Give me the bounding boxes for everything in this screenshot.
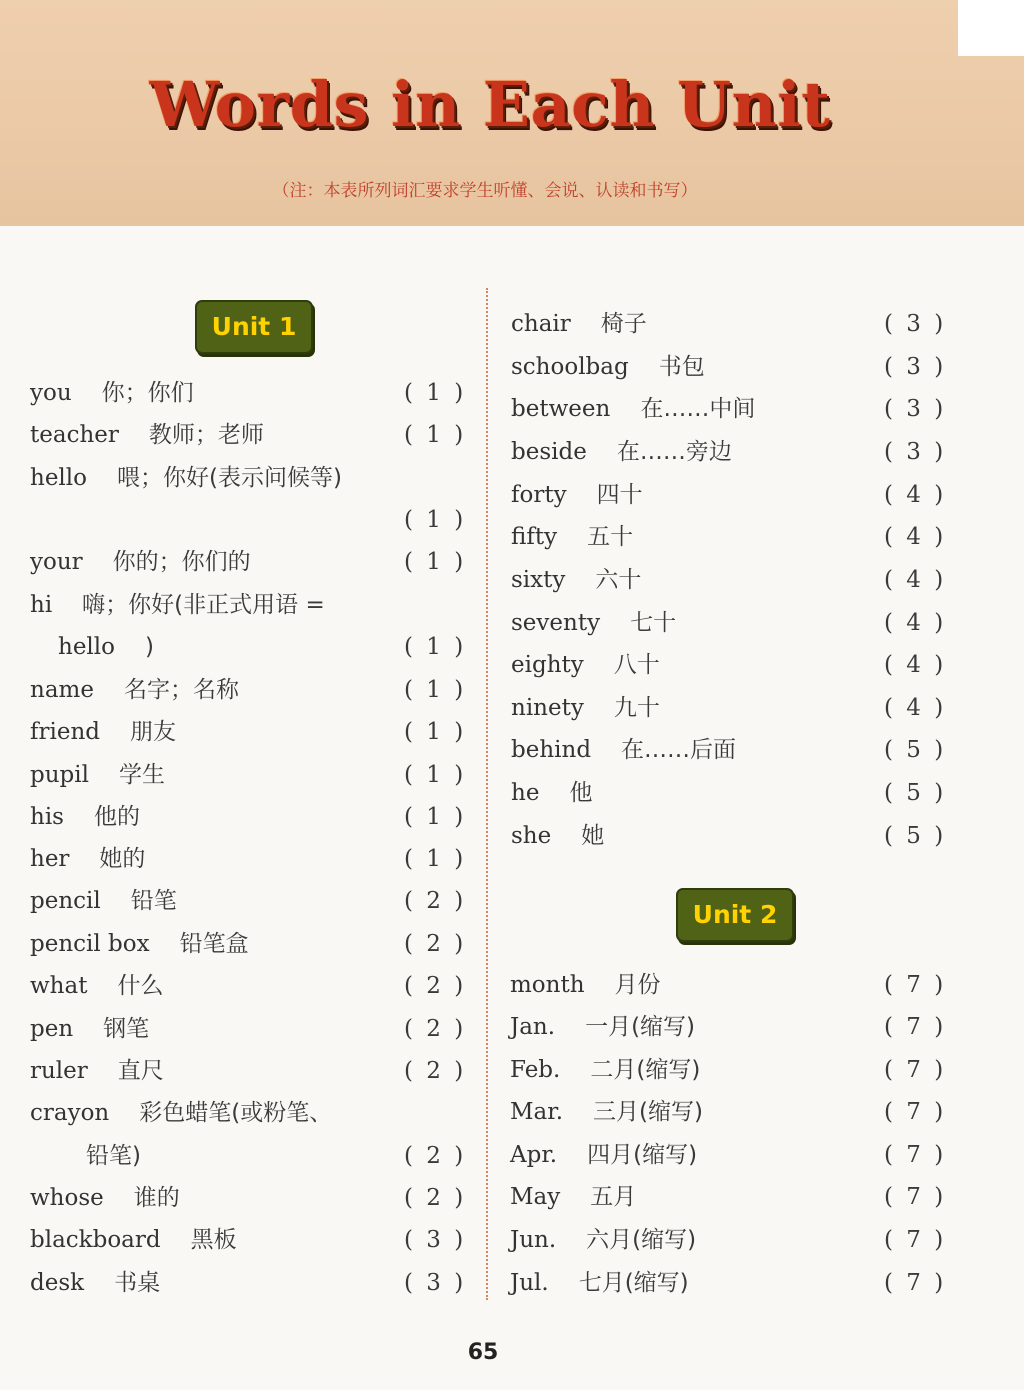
word-chinese: 嗨；你好(非正式用语 = <box>82 592 325 618</box>
word-chinese: 三月(缩写) <box>593 1099 703 1125</box>
word-row <box>30 632 474 662</box>
unit-number: ( 7 ) <box>884 1142 947 1168</box>
word-row <box>30 1056 474 1086</box>
word-row <box>30 1268 474 1298</box>
unit-number: ( 3 ) <box>884 396 947 422</box>
word-row <box>510 1055 954 1085</box>
word-chinese: 在……中间 <box>640 396 756 422</box>
unit-number: ( 2 ) <box>404 1185 467 1211</box>
unit-number: ( 7 ) <box>884 1227 947 1253</box>
word-row <box>510 1225 954 1255</box>
word-english: you <box>30 380 72 406</box>
unit-number: ( 1 ) <box>404 634 467 660</box>
word-row <box>30 505 474 535</box>
word-english: eighty <box>511 652 584 678</box>
unit-number: ( 7 ) <box>884 972 947 998</box>
word-chinese: 四十 <box>596 482 643 508</box>
unit-number: ( 1 ) <box>404 762 467 788</box>
word-english: sixty <box>511 567 566 593</box>
word-english: Mar. <box>510 1099 564 1125</box>
unit-number: ( 2 ) <box>404 973 467 999</box>
word-chinese: 书包 <box>658 354 705 380</box>
unit-number: ( 1 ) <box>404 422 467 448</box>
word-row <box>30 971 474 1001</box>
unit-number: ( 1 ) <box>404 719 467 745</box>
unit-number: ( 7 ) <box>884 1014 947 1040</box>
word-english: whose <box>30 1185 104 1211</box>
word-row <box>30 547 474 577</box>
word-english: pencil <box>30 888 101 914</box>
word-english: seventy <box>511 610 601 636</box>
word-english: fifty <box>511 524 558 550</box>
word-english: May <box>510 1184 561 1210</box>
word-chinese: 六十 <box>595 567 642 593</box>
word-english: what <box>30 973 88 999</box>
word-english: teacher <box>30 422 119 448</box>
word-chinese: 什么 <box>117 973 164 999</box>
word-chinese: 铅笔) <box>86 1143 141 1169</box>
word-row <box>30 1014 474 1044</box>
word-english: Jun. <box>510 1227 557 1253</box>
word-english: pencil box <box>30 931 150 957</box>
word-chinese: 教师；老师 <box>148 422 264 448</box>
word-chinese: 五十 <box>587 524 634 550</box>
word-english: Jul. <box>510 1270 549 1296</box>
word-row <box>511 778 954 808</box>
word-chinese: 直尺 <box>117 1058 164 1084</box>
word-row <box>511 309 954 339</box>
corner-patch <box>958 0 1024 56</box>
word-row <box>511 480 954 510</box>
unit-number: ( 4 ) <box>884 567 947 593</box>
unit-number: ( 7 ) <box>884 1099 947 1125</box>
word-chinese: 七十 <box>630 610 677 636</box>
word-chinese: 月份 <box>614 972 661 998</box>
word-row <box>511 821 954 851</box>
word-row <box>30 1183 474 1213</box>
word-english: he <box>511 780 540 806</box>
unit-number: ( 3 ) <box>884 354 947 380</box>
word-chinese: 椅子 <box>600 311 647 337</box>
word-row <box>511 522 954 552</box>
unit-number: ( 3 ) <box>884 439 947 465</box>
word-chinese: 你的；你们的 <box>112 549 251 575</box>
unit-number: ( 4 ) <box>884 652 947 678</box>
word-chinese: 四月(缩写) <box>587 1142 698 1168</box>
word-english: your <box>30 549 83 575</box>
word-english: between <box>511 396 611 422</box>
word-row <box>30 760 474 790</box>
word-chinese: 二月(缩写) <box>590 1057 701 1083</box>
word-english: her <box>30 846 70 872</box>
unit-number: ( 5 ) <box>884 780 947 806</box>
word-chinese: 在……后面 <box>621 737 737 763</box>
word-chinese: 学生 <box>118 762 165 788</box>
word-row <box>510 1012 954 1042</box>
unit-number: ( 1 ) <box>404 677 467 703</box>
word-chinese: 朋友 <box>130 719 177 745</box>
word-row <box>30 675 474 705</box>
column-divider <box>486 288 488 1300</box>
page-header <box>0 0 1024 226</box>
word-chinese: 她 <box>581 823 605 849</box>
unit-number: ( 3 ) <box>884 311 947 337</box>
unit-number: ( 7 ) <box>884 1184 947 1210</box>
word-english: Feb. <box>510 1057 561 1083</box>
unit-number: ( 2 ) <box>404 1058 467 1084</box>
word-row <box>510 1140 954 1170</box>
unit-number: ( 1 ) <box>404 380 467 406</box>
word-english: pupil <box>30 762 89 788</box>
word-english: name <box>30 677 94 703</box>
word-chinese: 他的 <box>93 804 140 830</box>
word-english: behind <box>511 737 592 763</box>
unit-number: ( 4 ) <box>884 482 947 508</box>
word-chinese: 钢笔 <box>103 1016 150 1042</box>
word-row <box>30 1225 474 1255</box>
unit-number: ( 3 ) <box>404 1227 467 1253</box>
word-chinese: ) <box>144 634 154 660</box>
word-chinese: 五月 <box>590 1184 637 1210</box>
unit-number: ( 5 ) <box>884 737 947 763</box>
word-row <box>511 394 954 424</box>
word-row <box>30 802 474 832</box>
word-row <box>511 608 954 638</box>
word-chinese: 在……旁边 <box>616 439 732 465</box>
word-chinese: 谁的 <box>133 1185 180 1211</box>
unit-number: ( 2 ) <box>404 888 467 914</box>
word-chinese: 一月(缩写) <box>585 1014 696 1040</box>
word-row <box>510 1268 954 1298</box>
word-row <box>30 1141 474 1171</box>
word-english: Apr. <box>510 1142 558 1168</box>
unit-number: ( 1 ) <box>404 846 467 872</box>
word-english: desk <box>30 1270 85 1296</box>
word-row <box>30 844 474 874</box>
word-english: chair <box>511 311 571 337</box>
word-english: Jan. <box>510 1014 556 1040</box>
unit-number: ( 7 ) <box>884 1270 947 1296</box>
unit-1-badge: Unit 1 <box>195 300 313 354</box>
unit-2-badge: Unit 2 <box>676 888 794 942</box>
word-row <box>30 929 474 959</box>
unit-number: ( 4 ) <box>884 695 947 721</box>
word-row <box>30 886 474 916</box>
word-chinese: 六月(缩写) <box>586 1227 697 1253</box>
word-row <box>511 735 954 765</box>
word-chinese: 你；你们 <box>101 380 194 406</box>
unit-number: ( 4 ) <box>884 610 947 636</box>
word-english: month <box>510 972 585 998</box>
word-row <box>30 463 474 493</box>
word-row <box>510 1097 954 1127</box>
word-english: beside <box>511 439 587 465</box>
word-row <box>510 1182 954 1212</box>
word-chinese: 书桌 <box>114 1270 161 1296</box>
word-row <box>510 970 954 1000</box>
word-english: crayon <box>30 1100 110 1126</box>
word-english: ninety <box>511 695 584 721</box>
word-english: forty <box>511 482 567 508</box>
word-chinese: 七月(缩写) <box>578 1270 689 1296</box>
unit-number: ( 2 ) <box>404 1143 467 1169</box>
word-english: hi <box>30 592 53 618</box>
word-english: she <box>511 823 552 849</box>
word-english: blackboard <box>30 1227 161 1253</box>
word-row <box>30 378 474 408</box>
page-title: Words in Each Unit <box>149 68 831 141</box>
unit-number: ( 7 ) <box>884 1057 947 1083</box>
unit-number: ( 2 ) <box>404 1016 467 1042</box>
word-english: friend <box>30 719 101 745</box>
word-row <box>511 693 954 723</box>
word-chinese: 名字；名称 <box>123 677 239 703</box>
word-chinese: 黑板 <box>190 1227 237 1253</box>
page-subtitle: （注：本表所列词汇要求学生听懂、会说、认读和书写） <box>272 181 698 201</box>
unit-number: ( 2 ) <box>404 931 467 957</box>
word-row <box>30 717 474 747</box>
word-english: his <box>30 804 64 830</box>
word-english: pen <box>30 1016 74 1042</box>
unit-number: ( 5 ) <box>884 823 947 849</box>
unit-number: ( 1 ) <box>404 804 467 830</box>
word-english: hello <box>58 634 115 660</box>
word-english: schoolbag <box>511 354 629 380</box>
unit-number: ( 4 ) <box>884 524 947 550</box>
word-english: hello <box>30 465 87 491</box>
word-chinese: 她的 <box>99 846 146 872</box>
word-row <box>30 1098 474 1128</box>
unit-number: ( 1 ) <box>404 549 467 575</box>
word-row <box>511 437 954 467</box>
word-chinese: 彩色蜡笔(或粉笔、 <box>139 1100 333 1126</box>
word-chinese: 铅笔盒 <box>179 931 249 957</box>
word-chinese: 铅笔 <box>130 888 177 914</box>
page-number: 65 <box>467 1340 499 1365</box>
word-row <box>30 590 474 620</box>
word-row <box>511 565 954 595</box>
word-chinese: 八十 <box>613 652 660 678</box>
word-chinese: 他 <box>569 780 593 806</box>
unit-number: ( 3 ) <box>404 1270 467 1296</box>
word-row <box>30 420 474 450</box>
word-chinese: 九十 <box>613 695 660 721</box>
word-chinese: 喂；你好(表示问候等) <box>116 465 342 491</box>
word-row <box>511 352 954 382</box>
word-english: ruler <box>30 1058 88 1084</box>
unit-number: ( 1 ) <box>404 507 467 533</box>
word-row <box>511 650 954 680</box>
